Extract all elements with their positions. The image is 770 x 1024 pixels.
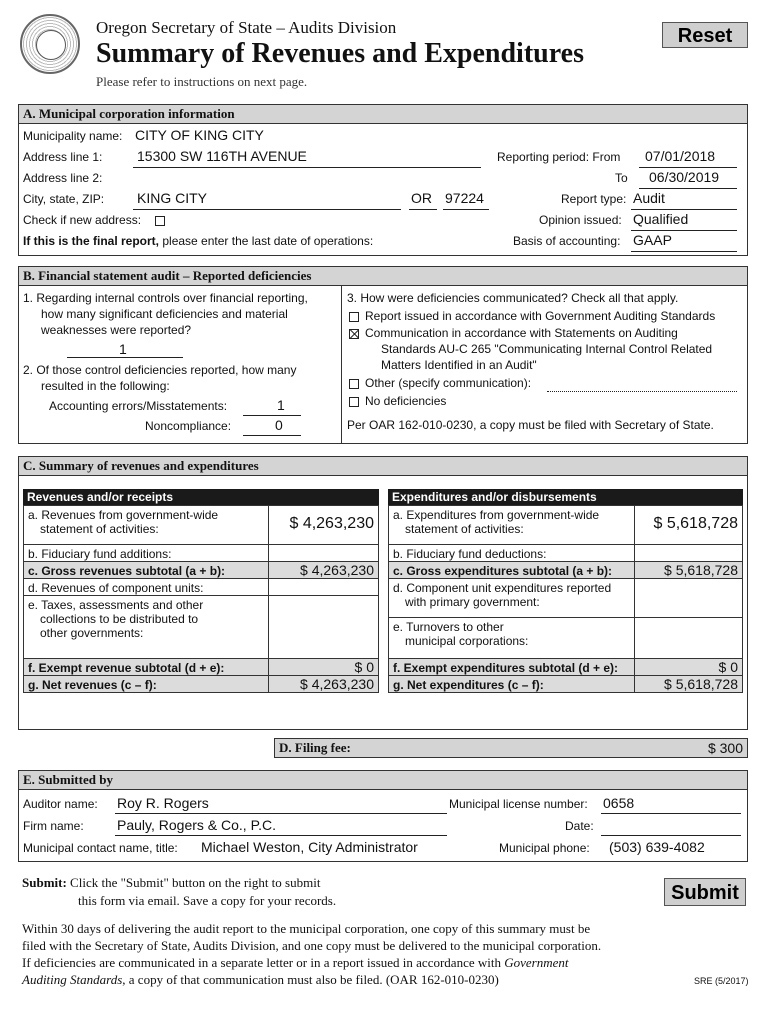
exp-g-label: g. Net expenditures (c – f): — [388, 675, 635, 693]
gas-report-label: Report issued in accordance with Government Auditing Standards — [365, 309, 716, 323]
contact-name-field[interactable]: Michael Weston, City Administrator — [201, 839, 418, 855]
exp-a-label: a. Expenditures from government-wide statement of activities: — [388, 505, 635, 545]
filing-fee-value: $ 300 — [707, 740, 743, 756]
exp-g-value: $ 5,618,728 — [634, 675, 743, 693]
q3-text: 3. How were deficiencies communicated? Check all that apply. — [347, 291, 679, 305]
sas-communication-label: Communication in accordance with Statements on Auditing — [365, 326, 678, 340]
q1-text-2: how many significant deficiencies and material — [41, 307, 288, 321]
section-municipal-info — [18, 104, 748, 256]
no-deficiencies-checkbox[interactable] — [349, 397, 359, 407]
auditor-label: Auditor name: — [23, 797, 98, 811]
section-filing-fee — [274, 738, 748, 758]
expenditures-header: Expenditures and/or disbursements — [388, 489, 743, 505]
revenues-header: Revenues and/or receipts — [23, 489, 379, 505]
oar-note: Per OAR 162-010-0230, a copy must be filed with Secretary of State. — [347, 418, 714, 432]
section-b-title: B. Financial statement audit – Reported deficiencies — [19, 267, 747, 286]
filing-instructions: Within 30 days of delivering the audit report to the municipal corporation, one copy of this summary must be filed with the Secretary of State, Audits Division, and one copy must be delivered to the municipal corporation. If deficiencies are communicated in a separate letter or in a report issued in accordance with Government Auditing Standards, a copy of that communication must also be filed. (OAR 162-010-0230) — [22, 921, 602, 987]
period-from-field[interactable]: 07/01/2018 — [645, 148, 716, 164]
license-number-field[interactable]: 0658 — [603, 795, 635, 811]
opinion-label: Opinion issued: — [539, 213, 622, 227]
address2-label: Address line 2: — [23, 171, 103, 185]
section-e-title: E. Submitted by — [19, 771, 747, 790]
exp-f-label: f. Exempt expenditures subtotal (d + e): — [388, 658, 635, 676]
exp-c-value: $ 5,618,728 — [634, 561, 743, 579]
noncompliance-field[interactable]: 0 — [275, 417, 283, 433]
sas-communication-checkbox[interactable] — [349, 329, 359, 339]
exp-b-label: b. Fiduciary fund deductions: — [388, 544, 635, 562]
firm-label: Firm name: — [23, 819, 84, 833]
period-from-label: Reporting period: From — [497, 150, 621, 164]
rev-c-value: $ 4,263,230 — [268, 561, 379, 579]
rev-g-label: g. Net revenues (c – f): — [23, 675, 269, 693]
exp-d-label: d. Component unit expenditures reported with primary government: — [388, 578, 635, 618]
report-type-field[interactable]: Audit — [633, 190, 665, 206]
municipality-name-field[interactable]: CITY OF KING CITY — [135, 127, 264, 143]
rev-f-label: f. Exempt revenue subtotal (d + e): — [23, 658, 269, 676]
city-state-zip-label: City, state, ZIP: — [23, 192, 105, 206]
opinion-field[interactable]: Qualified — [633, 211, 689, 227]
license-label: Municipal license number: — [449, 797, 588, 811]
other-communication-label: Other (specify communication): — [365, 376, 532, 390]
period-to-field[interactable]: 06/30/2019 — [649, 169, 720, 185]
section-submitted-by — [18, 770, 748, 862]
rev-d-field[interactable] — [268, 578, 379, 596]
rev-a-label: a. Revenues from government-wide statement of activities: — [23, 505, 269, 545]
section-deficiencies — [18, 266, 748, 444]
rev-a-field[interactable]: $ 4,263,230 — [268, 505, 379, 545]
q2-text: 2. Of those control deficiencies reported, how many — [23, 363, 297, 377]
rev-c-label: c. Gross revenues subtotal (a + b): — [23, 561, 269, 579]
municipality-label: Municipality name: — [23, 129, 123, 143]
zip-field[interactable]: 97224 — [445, 190, 484, 206]
basis-field[interactable]: GAAP — [633, 232, 672, 248]
exp-a-field[interactable]: $ 5,618,728 — [634, 505, 743, 545]
rev-e-label: e. Taxes, assessments and other collections to be distributed to other governments: — [23, 595, 269, 659]
q1-value-field[interactable]: 1 — [119, 341, 127, 357]
exp-c-label: c. Gross expenditures subtotal (a + b): — [388, 561, 635, 579]
accounting-errors-label: Accounting errors/Misstatements: — [49, 399, 228, 413]
contact-label: Municipal contact name, title: — [23, 841, 178, 855]
rev-d-label: d. Revenues of component units: — [23, 578, 269, 596]
state-seal-logo — [20, 14, 80, 74]
exp-e-field[interactable] — [634, 617, 743, 659]
submit-instructions-2: this form via email. Save a copy for your records. — [78, 893, 337, 908]
firm-name-field[interactable]: Pauly, Rogers & Co., P.C. — [117, 817, 276, 833]
page-title: Summary of Revenues and Expenditures — [96, 38, 584, 69]
filing-fee-label: D. Filing fee: — [279, 740, 351, 755]
exp-d-field[interactable] — [634, 578, 743, 618]
exp-e-label: e. Turnovers to other municipal corporations: — [388, 617, 635, 659]
reset-button[interactable]: Reset — [662, 22, 748, 48]
submit-button[interactable]: Submit — [664, 878, 746, 906]
other-communication-field[interactable] — [547, 391, 737, 392]
gas-report-checkbox[interactable] — [349, 312, 359, 322]
section-a-title: A. Municipal corporation information — [19, 105, 747, 124]
no-deficiencies-label: No deficiencies — [365, 394, 447, 408]
sas-communication-label-2: Standards AU-C 265 "Communicating Internal Control Related — [381, 342, 713, 356]
auditor-name-field[interactable]: Roy R. Rogers — [117, 795, 209, 811]
other-communication-checkbox[interactable] — [349, 379, 359, 389]
rev-b-field[interactable] — [268, 544, 379, 562]
state-field[interactable]: OR — [411, 190, 432, 206]
submit-instructions: Submit: Click the "Submit" button on the right to submit — [22, 875, 321, 890]
page-subtitle: Please refer to instructions on next page. — [96, 74, 308, 89]
rev-g-value: $ 4,263,230 — [268, 675, 379, 693]
check-new-address-label: Check if new address: — [23, 213, 142, 227]
section-summary — [18, 456, 748, 730]
basis-label: Basis of accounting: — [513, 234, 621, 248]
new-address-checkbox[interactable] — [155, 216, 165, 226]
rev-f-value: $ 0 — [268, 658, 379, 676]
address1-field[interactable]: 15300 SW 116TH AVENUE — [137, 148, 307, 164]
exp-b-field[interactable] — [634, 544, 743, 562]
phone-label: Municipal phone: — [499, 841, 590, 855]
sas-communication-label-3: Matters Identified in an Audit" — [381, 358, 537, 372]
date-label: Date: — [565, 819, 594, 833]
q1-text: 1. Regarding internal controls over financial reporting, — [23, 291, 308, 305]
exp-f-value: $ 0 — [634, 658, 743, 676]
report-type-label: Report type: — [561, 192, 627, 206]
noncompliance-label: Noncompliance: — [145, 419, 232, 433]
agency-name: Oregon Secretary of State – Audits Division — [96, 18, 397, 37]
form-code: SRE (5/2017) — [694, 976, 749, 986]
section-c-title: C. Summary of revenues and expenditures — [19, 457, 747, 476]
phone-field[interactable]: (503) 639-4082 — [609, 839, 705, 855]
q2-text-2: resulted in the following: — [41, 379, 170, 393]
period-to-label: To — [615, 171, 628, 185]
accounting-errors-field[interactable]: 1 — [277, 397, 285, 413]
final-report-label: If this is the final report, please enter the last date of operations: — [23, 234, 374, 248]
city-field[interactable]: KING CITY — [137, 190, 208, 206]
q1-text-3: weaknesses were reported? — [41, 323, 192, 337]
rev-e-field[interactable] — [268, 595, 379, 659]
rev-b-label: b. Fiduciary fund additions: — [23, 544, 269, 562]
address1-label: Address line 1: — [23, 150, 103, 164]
